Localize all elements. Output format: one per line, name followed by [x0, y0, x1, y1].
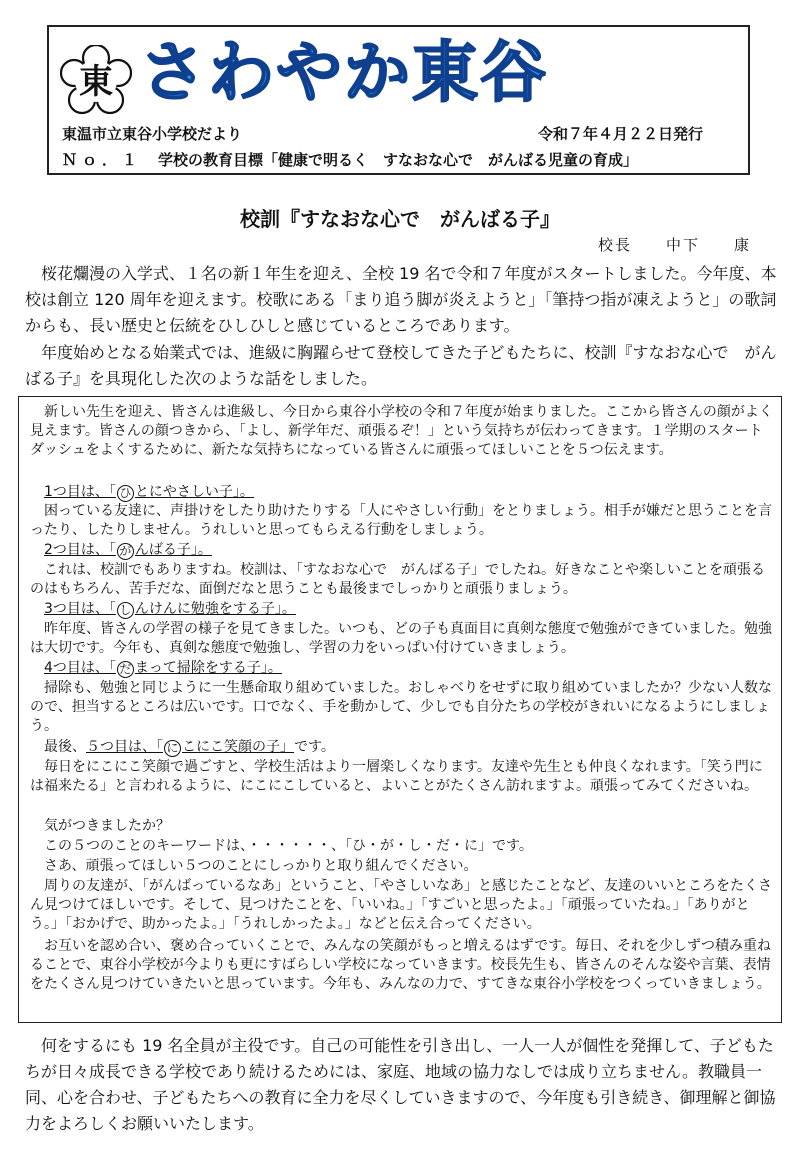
circled-letter: に	[164, 740, 181, 757]
emblem-char: 東	[79, 62, 113, 102]
point-body-2: これは、校訓でもありますね。校訓は、「すなおな心で がんばる子」でしたね。好きなことや楽しいことを頑張るのはもちろん、苦手だな、面倒だなと思うことも最後までしっかりと頑張りましょう。	[30, 562, 765, 597]
point-rest: まって掃除をする子」。	[134, 660, 282, 676]
question-line: 気がつきましたか？	[44, 818, 170, 834]
point-rest: こにこ笑顔の子」	[182, 739, 294, 755]
school-emblem	[60, 45, 132, 117]
point-rest: とにやさしい子」。	[134, 484, 254, 500]
circled-letter: ひ	[117, 485, 134, 502]
point-body-5: 毎日をにこにこ笑顔で過ごすと、学校生活はより一層楽しくなります。友達や先生とも仲良くなれます。「笑う門には福来たる」と言われるように、にこにこしていると、よいことがたくさん訪れますよ。頑張ってみてくださいね。	[30, 759, 763, 794]
request-line: さあ、頑張ってほしい５つのことにしっかりと取り組んでください。	[44, 858, 478, 874]
school-name: 東温市立東谷小学校だより	[62, 125, 243, 143]
issue-date: 令和７年４月２２日発行	[538, 125, 704, 143]
point-prefix: 4つ目は、「	[44, 660, 116, 676]
closing-paragraph: 何をするにも 19 名全員が主役です。自己の可能性を引き出し、一人一人が個性を発揮して、子どもたちが日々成長できる学校であり続けるためには、家庭、地域の協力なしでは成り立ちません。教職員一同、心を合わせ、子どもたちへの教育に全力を尽くしていきますので、今年度も引き続き、御理解と御協力をよろしくお願いいたします。	[25, 1036, 776, 1133]
circled-letter: し	[117, 602, 134, 619]
point-heading-1	[30, 483, 775, 502]
issue-number: Ｎｏ．１	[62, 151, 143, 169]
point-lead: 最後、	[44, 739, 86, 755]
point-suffix: です。	[294, 739, 335, 755]
principal-name: 校長 中下 康	[598, 236, 752, 254]
speech-ending: お互いを認め合い、褒め合っていくことで、みんなの笑顔がもっと増えるはずです。毎日、それを少しずつ積み重ねることで、東谷小学校が今よりも更にすばらしい学校になっていきます。校長先生も、皆さんのそんな姿や言葉、表情をたくさん見つけていきたいと思っています。今年も、みんなの力で、すてきな東谷小学校をつくっていきましょう。	[30, 938, 772, 992]
circled-letter: が	[117, 543, 134, 560]
point-heading-2	[30, 541, 775, 560]
point-rest: んばる子」。	[134, 542, 212, 558]
newsletter-title: さわやか東谷	[140, 34, 548, 111]
education-goal: 学校の教育目標「健康で明るく すなおな心で がんばる児童の育成」	[158, 151, 639, 169]
point-body-1: 困っている友達に、声掛けをしたり助けたりする「人にやさしい行動」をとりましょう。相手が嫌だと思うことを言ったり、したりしません。うれしいと思ってもらえる行動をしましょう。	[30, 503, 772, 538]
point-prefix: 3つ目は、「	[44, 601, 116, 617]
point-heading-3	[30, 600, 775, 619]
point-body-3: 昨年度、皆さんの学習の様子を見てきました。いつも、どの子も真面目に真剣な態度で勉強ができていました。勉強は大切です。今年も、真剣な態度で勉強し、学習の力をいっぱい付けていきましょう。	[30, 621, 772, 656]
point-heading-5	[30, 738, 775, 757]
point-rest: んけんに勉強をする子」。	[134, 601, 296, 617]
point-body-4: 掃除も、勉強と同じように一生懸命取り組めていました。おしゃべりをせずに取り組めていましたか？少ない人数なので、担当するところは広いです。口でなく、手を動かして、少しでも自分たちの学校がきれいになるようにしましょう。	[30, 680, 772, 734]
point-heading-4	[30, 659, 775, 678]
school-motto-heading: 校訓『すなおな心で がんばる子』	[240, 207, 560, 231]
point-prefix: 1つ目は、「	[44, 484, 116, 500]
point-prefix: ５つ目は、「	[86, 739, 163, 755]
intro-paragraph-1: 桜花爛漫の入学式、１名の新１年生を迎え、全校 19 名で令和７年度がスタートしました。今年度、本校は創立 120 周年を迎えます。校歌にある「まり追う脚が炎えようと」「筆持つ指が凍えようと」の歌詞からも、長い歴史と伝統をひしひしと感じているところであります。	[25, 264, 777, 335]
point-prefix: 2つ目は、「	[44, 542, 116, 558]
intro-paragraph-2: 年度始めとなる始業式では、進級に胸躍らせて登校してきた子どもたちに、校訓『すなおな心で がんばる子』を具現化した次のような話をしました。	[25, 343, 777, 388]
circled-letter: だ	[117, 661, 134, 678]
keyword-line: この５つのことのキーワードは、・・・・・・、「ひ・が・し・だ・に」です。	[44, 838, 533, 854]
speech-opening: 新しい先生を迎え、皆さんは進級し、今日から東谷小学校の令和７年度が始まりました。ここから皆さんの顔がよく見えます。皆さんの顔つきから、「よし、新学年だ、頑張るぞ！」という気持ちが伝わってきます。１学期のスタートダッシュをよくするために、新たな気持ちになっている皆さんに頑張ってほしいことを５つ伝えます。	[30, 404, 773, 458]
friends-paragraph: 周りの友達が、「がんばっているなあ」ということ、「やさしいなあ」と感じたことなど、友達のいいところをたくさん見つけてほしいです。そして、見つけたことを、「いいね。」「すごいと思ったよ。」「頑張っていたね。」「ありがとう。」「おかげで、助かったよ。」「うれしかったよ。」などと伝え合ってください。	[30, 878, 772, 932]
